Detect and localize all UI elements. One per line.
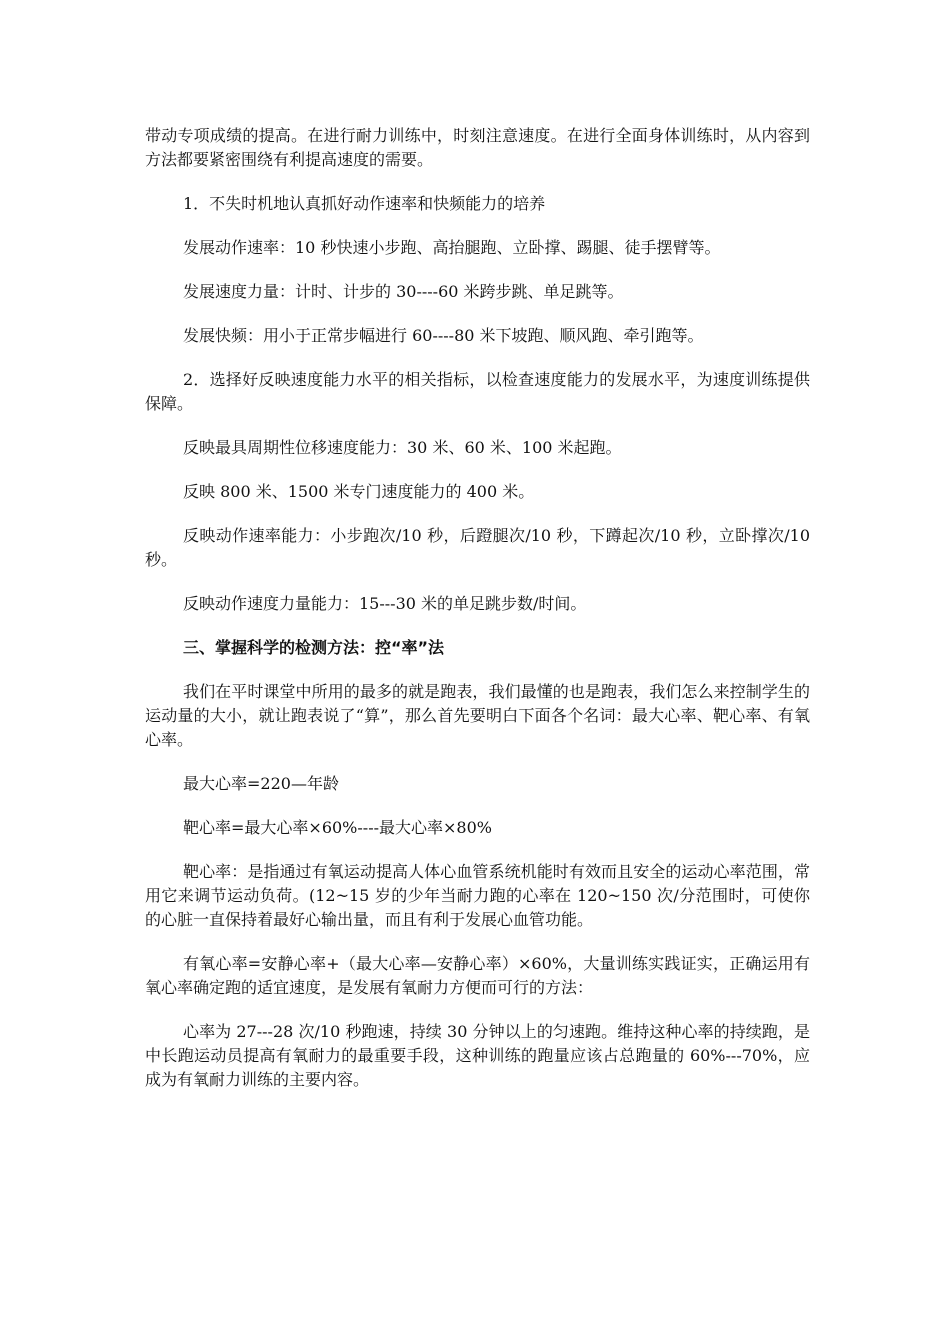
paragraph: 反映动作速度力量能力：15---30 米的单足跳步数/时间。 [183, 594, 587, 613]
numbered-item-2: 2．选择好反映速度能力水平的相关指标，以检查速度能力的发展水平，为速度训练提供保障。 [145, 370, 810, 413]
formula-max-heart-rate: 最大心率=220—年龄 [183, 774, 339, 793]
section-heading: 三、掌握科学的检测方法：控“率”法 [183, 638, 445, 657]
paragraph: 靶心率：是指通过有氧运动提高人体心血管系统机能时有效而且安全的运动心率范围，常用它来调节运动负荷。(12~15 岁的少年当耐力跑的心率在 120~150 次/分范围时，可使你的心脏一直保持着最好心输出量，而且有利于发展心血管功能。 [145, 862, 810, 929]
paragraph: 反映动作速率能力：小步跑次/10 秒，后蹬腿次/10 秒，下蹲起次/10 秒，立卧撑次/10 秒。 [145, 526, 810, 569]
paragraph: 发展快频：用小于正常步幅进行 60----80 米下坡跑、顺风跑、牵引跑等。 [183, 326, 704, 345]
document-body [145, 118, 810, 1092]
paragraph: 反映 800 米、1500 米专门速度能力的 400 米。 [183, 482, 535, 501]
paragraph: 带动专项成绩的提高。在进行耐力训练中，时刻注意速度。在进行全面身体训练时，从内容到方法都要紧密围绕有利提高速度的需要。 [145, 126, 810, 169]
paragraph: 发展动作速率：10 秒快速小步跑、高抬腿跑、立卧撑、踢腿、徒手摆臂等。 [183, 238, 721, 257]
paragraph: 反映最具周期性位移速度能力：30 米、60 米、100 米起跑。 [183, 438, 622, 457]
paragraph: 发展速度力量：计时、计步的 30----60 米跨步跳、单足跳等。 [183, 282, 624, 301]
formula-target-heart-rate: 靶心率=最大心率×60%----最大心率×80% [183, 818, 492, 837]
paragraph: 有氧心率=安静心率+（最大心率—安静心率）×60%，大量训练实践证实，正确运用有氧心率确定跑的适宜速度，是发展有氧耐力方便而可行的方法： [145, 954, 810, 997]
numbered-item-1: 1．不失时机地认真抓好动作速率和快频能力的培养 [183, 194, 546, 213]
paragraph: 心率为 27---28 次/10 秒跑速，持续 30 分钟以上的匀速跑。维持这种心率的持续跑，是中长跑运动员提高有氧耐力的最重要手段，这种训练的跑量应该占总跑量的 60%---70%，应成为有氧耐力训练的主要内容。 [145, 1022, 810, 1089]
paragraph: 我们在平时课堂中所用的最多的就是跑表，我们最懂的也是跑表，我们怎么来控制学生的运动量的大小，就让跑表说了“算”，那么首先要明白下面各个名词：最大心率、靶心率、有氧心率。 [145, 682, 810, 749]
